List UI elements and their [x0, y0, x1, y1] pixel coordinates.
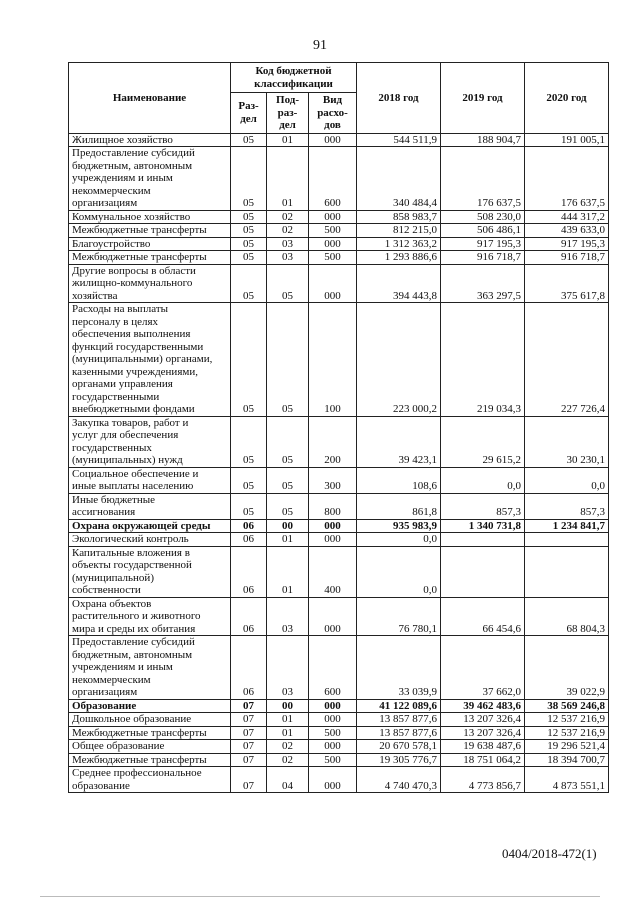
row-subsection: 00 [267, 519, 309, 533]
row-subsection: 03 [267, 251, 309, 265]
row-expense-type: 500 [309, 753, 357, 767]
row-value-2018: 0,0 [357, 533, 441, 547]
header-2019: 2019 год [441, 63, 525, 134]
row-value-2019 [441, 546, 525, 597]
table-row [69, 699, 609, 713]
row-subsection: 00 [267, 699, 309, 713]
footer-divider [40, 896, 600, 897]
row-subsection: 02 [267, 753, 309, 767]
row-value-2018: 812 215,0 [357, 224, 441, 238]
row-subsection: 02 [267, 210, 309, 224]
page-number: 91 [313, 38, 327, 53]
row-value-2018: 4 740 470,3 [357, 767, 441, 793]
row-value-2018: 13 857 877,6 [357, 713, 441, 727]
budget-table [68, 62, 609, 793]
row-expense-type: 000 [309, 519, 357, 533]
row-name: Социальное обеспечение и иные выплаты населению [69, 467, 231, 493]
table-row [69, 147, 609, 211]
row-value-2020 [525, 546, 609, 597]
row-name: Межбюджетные трансферты [69, 726, 231, 740]
table-row [69, 467, 609, 493]
header-subsection: Под- раз- дел [267, 93, 309, 134]
row-value-2019: 188 904,7 [441, 133, 525, 147]
row-subsection: 01 [267, 726, 309, 740]
row-subsection: 02 [267, 740, 309, 754]
row-section: 06 [231, 597, 267, 636]
row-section: 06 [231, 533, 267, 547]
row-subsection: 04 [267, 767, 309, 793]
row-value-2020: 916 718,7 [525, 251, 609, 265]
row-value-2020: 917 195,3 [525, 237, 609, 251]
header-2020: 2020 год [525, 63, 609, 134]
row-expense-type: 000 [309, 533, 357, 547]
table-row [69, 546, 609, 597]
row-subsection: 03 [267, 597, 309, 636]
row-value-2020: 68 804,3 [525, 597, 609, 636]
row-value-2019: 0,0 [441, 467, 525, 493]
row-value-2018: 340 484,4 [357, 147, 441, 211]
row-value-2019: 1 340 731,8 [441, 519, 525, 533]
header-name: Наименование [69, 63, 231, 134]
table-row [69, 713, 609, 727]
row-subsection: 01 [267, 546, 309, 597]
row-value-2019: 176 637,5 [441, 147, 525, 211]
row-value-2019 [441, 533, 525, 547]
row-value-2018: 858 983,7 [357, 210, 441, 224]
row-value-2018: 13 857 877,6 [357, 726, 441, 740]
row-expense-type: 000 [309, 740, 357, 754]
row-section: 05 [231, 147, 267, 211]
row-section: 06 [231, 546, 267, 597]
row-name: Экологический контроль [69, 533, 231, 547]
row-value-2019: 857,3 [441, 493, 525, 519]
row-name: Среднее профессиональное образование [69, 767, 231, 793]
row-value-2020: 38 569 246,8 [525, 699, 609, 713]
row-section: 07 [231, 699, 267, 713]
row-expense-type: 000 [309, 767, 357, 793]
row-name: Общее образование [69, 740, 231, 754]
row-subsection: 05 [267, 467, 309, 493]
row-value-2019: 37 662,0 [441, 636, 525, 700]
row-value-2019: 13 207 326,4 [441, 726, 525, 740]
table-row [69, 636, 609, 700]
row-value-2018: 861,8 [357, 493, 441, 519]
row-expense-type: 600 [309, 147, 357, 211]
document-code: 0404/2018-472(1) [502, 846, 597, 861]
row-value-2019: 916 718,7 [441, 251, 525, 265]
table-row [69, 133, 609, 147]
row-name: Образование [69, 699, 231, 713]
row-value-2018: 76 780,1 [357, 597, 441, 636]
row-name: Жилищное хозяйство [69, 133, 231, 147]
row-section: 07 [231, 726, 267, 740]
row-subsection: 01 [267, 713, 309, 727]
row-value-2020: 439 633,0 [525, 224, 609, 238]
row-value-2020: 30 230,1 [525, 416, 609, 467]
row-value-2018: 39 423,1 [357, 416, 441, 467]
row-value-2019: 917 195,3 [441, 237, 525, 251]
table-row [69, 416, 609, 467]
row-section: 05 [231, 264, 267, 303]
row-section: 07 [231, 713, 267, 727]
row-subsection: 01 [267, 533, 309, 547]
row-value-2020: 12 537 216,9 [525, 713, 609, 727]
row-subsection: 05 [267, 264, 309, 303]
row-name: Коммунальное хозяйство [69, 210, 231, 224]
row-section: 05 [231, 303, 267, 417]
row-value-2019: 18 751 064,2 [441, 753, 525, 767]
table-row [69, 740, 609, 754]
row-name: Межбюджетные трансферты [69, 224, 231, 238]
row-value-2018: 19 305 776,7 [357, 753, 441, 767]
row-expense-type: 000 [309, 237, 357, 251]
row-value-2018: 0,0 [357, 546, 441, 597]
row-value-2018: 41 122 089,6 [357, 699, 441, 713]
row-expense-type: 500 [309, 224, 357, 238]
row-value-2020: 0,0 [525, 467, 609, 493]
row-expense-type: 500 [309, 726, 357, 740]
row-value-2019: 66 454,6 [441, 597, 525, 636]
row-value-2020: 19 296 521,4 [525, 740, 609, 754]
row-expense-type: 000 [309, 699, 357, 713]
row-value-2020: 1 234 841,7 [525, 519, 609, 533]
row-name: Капитальные вложения в объекты государственной (муниципальной) собственности [69, 546, 231, 597]
row-section: 05 [231, 251, 267, 265]
table-row [69, 533, 609, 547]
row-value-2020: 191 005,1 [525, 133, 609, 147]
row-value-2019: 506 486,1 [441, 224, 525, 238]
row-value-2020: 39 022,9 [525, 636, 609, 700]
row-value-2018: 20 670 578,1 [357, 740, 441, 754]
row-value-2019: 19 638 487,6 [441, 740, 525, 754]
row-subsection: 05 [267, 493, 309, 519]
row-value-2020: 857,3 [525, 493, 609, 519]
row-value-2018: 935 983,9 [357, 519, 441, 533]
row-expense-type: 000 [309, 133, 357, 147]
row-expense-type: 500 [309, 251, 357, 265]
row-value-2020: 12 537 216,9 [525, 726, 609, 740]
row-name: Межбюджетные трансферты [69, 753, 231, 767]
row-subsection: 05 [267, 303, 309, 417]
header-code-group: Код бюджетной классификации [231, 63, 357, 93]
table-row [69, 237, 609, 251]
header-2018: 2018 год [357, 63, 441, 134]
row-value-2020: 444 317,2 [525, 210, 609, 224]
row-name: Охрана объектов растительного и животного мира и среды их обитания [69, 597, 231, 636]
table-row [69, 493, 609, 519]
row-name: Другие вопросы в области жилищно-коммунального хозяйства [69, 264, 231, 303]
table-row [69, 251, 609, 265]
row-value-2020: 18 394 700,7 [525, 753, 609, 767]
row-section: 05 [231, 133, 267, 147]
row-value-2018: 1 293 886,6 [357, 251, 441, 265]
row-value-2019: 4 773 856,7 [441, 767, 525, 793]
row-section: 05 [231, 237, 267, 251]
row-name: Межбюджетные трансферты [69, 251, 231, 265]
row-expense-type: 000 [309, 713, 357, 727]
row-value-2018: 394 443,8 [357, 264, 441, 303]
table-row [69, 767, 609, 793]
header-section: Раз- дел [231, 93, 267, 134]
row-expense-type: 100 [309, 303, 357, 417]
row-value-2019: 508 230,0 [441, 210, 525, 224]
row-name: Иные бюджетные ассигнования [69, 493, 231, 519]
row-value-2019: 363 297,5 [441, 264, 525, 303]
table-row [69, 753, 609, 767]
row-value-2019: 13 207 326,4 [441, 713, 525, 727]
row-name: Расходы на выплаты персоналу в целях обеспечения выполнения функций государственными (муниципальными) органами, казенными учреждениями, органами управления государственными внебюджетными фондами [69, 303, 231, 417]
row-name: Охрана окружающей среды [69, 519, 231, 533]
table-row [69, 264, 609, 303]
table-row [69, 726, 609, 740]
row-section: 06 [231, 519, 267, 533]
row-subsection: 03 [267, 636, 309, 700]
row-value-2019: 29 615,2 [441, 416, 525, 467]
row-expense-type: 200 [309, 416, 357, 467]
row-expense-type: 000 [309, 264, 357, 303]
row-value-2020: 4 873 551,1 [525, 767, 609, 793]
row-name: Предоставление субсидий бюджетным, автономным учреждениям и иным некоммерческим организациям [69, 147, 231, 211]
table-row [69, 597, 609, 636]
row-value-2020: 375 617,8 [525, 264, 609, 303]
table-row [69, 519, 609, 533]
row-subsection: 01 [267, 147, 309, 211]
row-expense-type: 600 [309, 636, 357, 700]
row-expense-type: 000 [309, 597, 357, 636]
row-value-2018: 33 039,9 [357, 636, 441, 700]
row-name: Дошкольное образование [69, 713, 231, 727]
row-value-2018: 108,6 [357, 467, 441, 493]
row-expense-type: 000 [309, 210, 357, 224]
row-section: 05 [231, 210, 267, 224]
table-row [69, 303, 609, 417]
row-subsection: 03 [267, 237, 309, 251]
row-value-2019: 39 462 483,6 [441, 699, 525, 713]
row-section: 05 [231, 416, 267, 467]
row-value-2020: 176 637,5 [525, 147, 609, 211]
row-value-2018: 544 511,9 [357, 133, 441, 147]
row-name: Предоставление субсидий бюджетным, автономным учреждениям и иным некоммерческим организациям [69, 636, 231, 700]
header-expense-type: Вид расхо- дов [309, 93, 357, 134]
row-expense-type: 300 [309, 467, 357, 493]
row-value-2019: 219 034,3 [441, 303, 525, 417]
table-row [69, 210, 609, 224]
row-expense-type: 800 [309, 493, 357, 519]
row-expense-type: 400 [309, 546, 357, 597]
row-section: 05 [231, 467, 267, 493]
table-row [69, 224, 609, 238]
row-value-2020 [525, 533, 609, 547]
row-section: 07 [231, 753, 267, 767]
row-section: 07 [231, 767, 267, 793]
row-section: 05 [231, 493, 267, 519]
row-value-2020: 227 726,4 [525, 303, 609, 417]
row-subsection: 01 [267, 133, 309, 147]
row-subsection: 05 [267, 416, 309, 467]
row-value-2018: 223 000,2 [357, 303, 441, 417]
row-section: 05 [231, 224, 267, 238]
row-value-2018: 1 312 363,2 [357, 237, 441, 251]
row-name: Благоустройство [69, 237, 231, 251]
row-subsection: 02 [267, 224, 309, 238]
row-section: 06 [231, 636, 267, 700]
row-name: Закупка товаров, работ и услуг для обеспечения государственных (муниципальных) нужд [69, 416, 231, 467]
row-section: 07 [231, 740, 267, 754]
